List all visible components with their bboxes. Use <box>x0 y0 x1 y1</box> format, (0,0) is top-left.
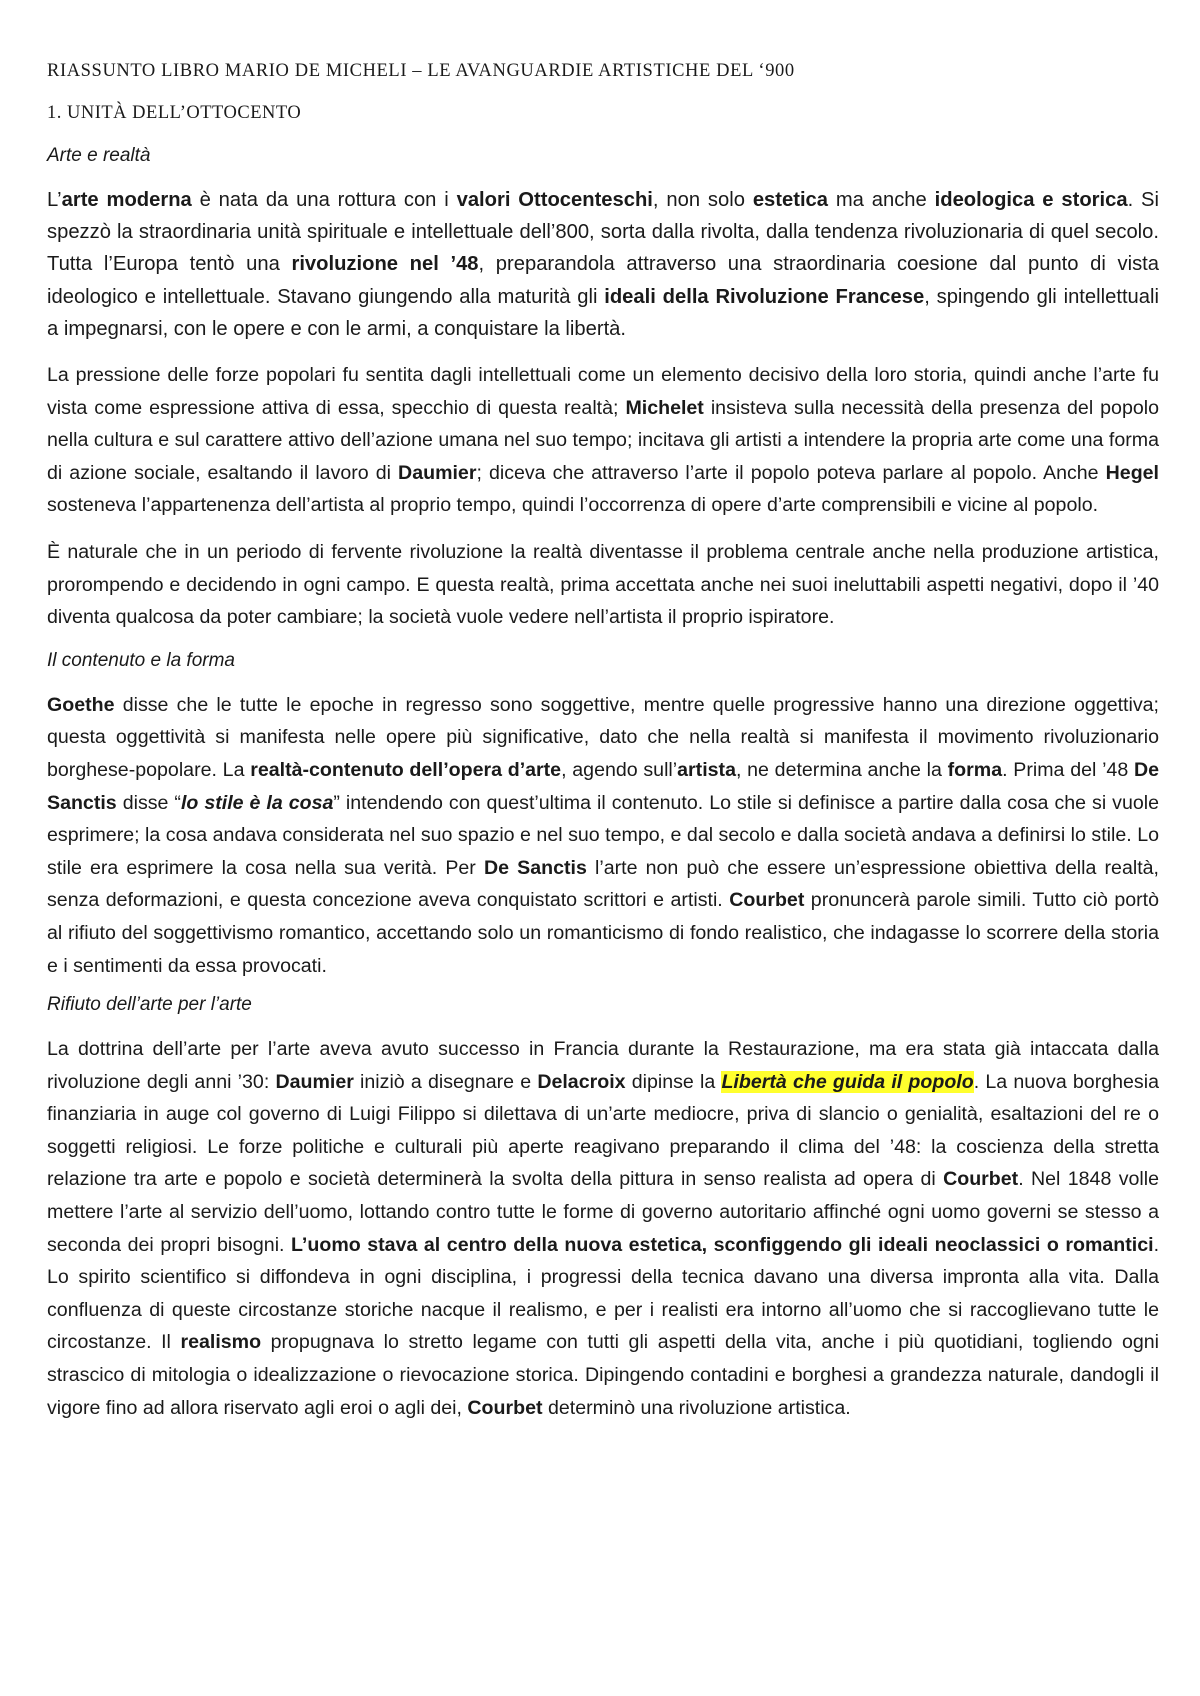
text-run: propugnava lo stretto legame con tutti gli aspetti della vita, anche i più quotidiani, togliendo ogni strascico di mitologia o idealizzazione o rievocazione storica. Dipingendo contadini e borghesi a grandezza naturale, dandogli il vigore fino ad allora riservato agli eroi o agli dei, <box>47 1331 1159 1419</box>
text-run: L’ <box>47 189 62 211</box>
bold-term: realtà-contenuto dell’opera d’arte <box>250 758 562 781</box>
text-run: La pressione delle forze popolari fu sentita dagli intellettuali come un elemento decisivo della loro storia, quindi anche l’arte fu vista come espressione attiva di essa, specchio di questa realtà; <box>47 364 1159 419</box>
text-run: È naturale che in un periodo di fervente rivoluzione la realtà diventasse il problema centrale anche nella produzione artistica, prorompendo e decidendo in ogni campo. E questa realtà, prima accettata anche nei suoi ineluttabili aspetti negativi, dopo il ’40 diventa qualcosa da poter cambiare; la società vuole vedere nell’artista il proprio ispiratore. <box>47 540 1159 629</box>
text-run: è nata da una rottura con i <box>191 189 457 211</box>
bold-term: realismo <box>180 1331 262 1354</box>
bold-term: L’uomo stava al centro della nuova estetica, sconfiggendo gli ideali neoclassici o romantici <box>291 1233 1154 1256</box>
text-run: disse che le tutte le epoche in regresso sono soggettive, mentre quelle progressive hanno una direzione oggettiva; questa oggettività si manifesta nelle opere più significative, dato che nella realtà si manifesta il movimento rivoluzionario borghese-popolare. La <box>47 693 1159 781</box>
bold-term: De Sanctis <box>47 758 1160 814</box>
text-run: determinò una rivoluzione artistica. <box>542 1396 851 1419</box>
bold-term: arte moderna <box>61 189 192 211</box>
section-heading: Rifiuto dell’arte per l’arte <box>47 994 252 1016</box>
text-run: iniziò a disegnare e <box>353 1070 538 1093</box>
text-run: , non solo <box>652 189 753 211</box>
section-heading: Arte e realtà <box>47 145 151 166</box>
text-run: , preparandola attraverso una straordinaria coesione dal punto di vista ideologico e intellettuale. Stavano giungendo alla maturità gli <box>47 253 1160 308</box>
bold-term: estetica <box>752 189 829 211</box>
section-contenuto-e-forma <box>47 648 1159 982</box>
text-run: l’arte non può che essere un’espressione obiettiva della realtà, senza deformazioni, e questa concezione aveva conquistato scrittori e artisti. <box>47 856 1159 912</box>
bold-term: Daumier <box>398 461 477 484</box>
text-run: . La nuova borghesia finanziaria in auge col governo di Luigi Filippo si dilettava di un’arte mediocre, priva di slancio o genialità, esaltazioni del re o soggetti religiosi. Le forze politiche e culturali più aperte reagivano preparando il clima del ’48: la coscienza della stretta relazione tra arte e popolo e società determinerà la svolta della pittura in senso realista ad opera di <box>47 1070 1159 1191</box>
highlighted-term: Libertà che guida il popolo <box>721 1070 974 1093</box>
text-run: ; diceva che attraverso l’arte il popolo poteva parlare al popolo. Anche <box>476 461 1106 484</box>
text-run: insisteva sulla necessità della presenza del popolo nella cultura e sul carattere attivo dell’azione umana nel suo tempo; incitava gli artisti a intendere la propria arte come una forma di azione sociale, esaltando il lavoro di <box>47 396 1159 484</box>
text-run: , agendo sull’ <box>561 758 678 781</box>
bold-term: lo stile è la cosa <box>180 791 334 814</box>
bold-term: Hegel <box>1105 461 1159 484</box>
bold-term: Delacroix <box>537 1070 626 1093</box>
chapter-title: 1. UNITÀ DELL’OTTOCENTO <box>47 103 302 123</box>
bold-term: valori Ottocenteschi <box>456 189 653 211</box>
paragraph <box>47 536 1159 634</box>
paragraph <box>47 359 1159 522</box>
bold-term: Courbet <box>943 1168 1019 1191</box>
text-run: . Si spezzò la straordinaria unità spirituale e intellettuale dell’800, sorta dalla rivolta, dalla tendenza rivoluzionaria di quel secolo. Tutta l’Europa tentò una <box>47 189 1160 276</box>
bold-term: ideali della Rivoluzione Francese <box>604 285 925 308</box>
text-run: , spingendo gli intellettuali a impegnarsi, con le opere e con le armi, a conquistare la libertà. <box>47 285 1159 340</box>
text-run: . Lo spirito scientifico si diffondeva in ogni disciplina, i progressi della tecnica davano una diversa impronta alla vita. Dalla confluenza di queste circostanze storiche nacque il realismo, e per i realisti era intorno all’uomo che si raccoglievano tutte le circostanze. Il <box>47 1233 1160 1354</box>
bold-term: Daumier <box>275 1070 354 1093</box>
section-heading: Il contenuto e la forma <box>47 649 235 671</box>
text-run: ” intendendo con quest’ultima il contenuto. Lo stile si definisce a partire dalla cosa che si vuole esprimere; la cosa andava considerata nel suo spazio e nel suo tempo, e dal secolo e dalla società andava a definirsi lo stile. Lo stile era esprimere la cosa nella sua verità. Per <box>47 791 1159 879</box>
text-run: pronuncerà parole simili. Tutto ciò portò al rifiuto del soggettivismo romantico, accettando solo un romanticismo di fondo realistico, che indagasse lo scorrere della storia e i sentimenti da essa provocati. <box>47 889 1159 977</box>
text-run: sosteneva l’appartenenza dell’artista al proprio tempo, quindi l’occorrenza di opere d’arte comprensibili e vicine al popolo. <box>47 494 1099 517</box>
bold-term: Michelet <box>625 396 704 419</box>
paragraph <box>47 184 1159 345</box>
text-run: . Nel 1848 volle mettere l’arte al servizio dell’uomo, lottando contro tutte le forme di governo autoritario affinché ogni uomo governi se stesso a seconda dei propri bisogni. <box>47 1168 1160 1256</box>
bold-term: Courbet <box>467 1396 543 1419</box>
bold-term: De Sanctis <box>483 856 587 879</box>
section-rifiuto-arte-per-arte <box>47 992 1159 1424</box>
bold-term: rivoluzione nel ’48 <box>291 253 479 276</box>
bold-term: ideologica e storica <box>934 189 1128 211</box>
bold-term: Courbet <box>729 889 805 912</box>
bold-term: Goethe <box>47 693 115 716</box>
bold-term: artista <box>677 758 736 781</box>
text-run: disse “ <box>116 791 181 814</box>
text-run: , ne determina anche la <box>735 758 948 781</box>
paragraph <box>47 1033 1159 1424</box>
text-run: La dottrina dell’arte per l’arte aveva avuto successo in Francia durante la Restaurazione, ma era stata già intaccata dalla rivoluzione degli anni ’30: <box>47 1038 1159 1093</box>
text-run: . Prima del ’48 <box>1002 758 1134 781</box>
paragraph <box>47 689 1159 982</box>
text-run: ma anche <box>828 189 935 211</box>
text-run: dipinse la <box>625 1070 722 1093</box>
bold-term: forma <box>947 758 1003 781</box>
document-title: RIASSUNTO LIBRO MARIO DE MICHELI – LE AVANGUARDIE ARTISTICHE DEL ‘900 <box>47 61 795 81</box>
section-arte-e-realta <box>47 143 1159 634</box>
